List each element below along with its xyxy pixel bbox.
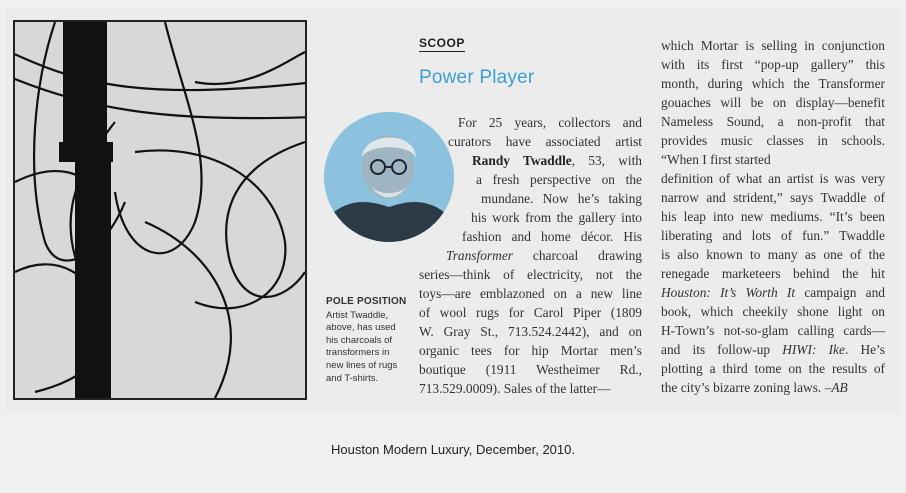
text-line [661, 359, 885, 378]
text-segment: and its follow-up [661, 342, 783, 357]
text-line [661, 150, 885, 169]
caption-line: his charcoals of [326, 334, 393, 346]
pole-photo [13, 20, 307, 400]
text-segment: his leap into new mediums. “It’s been [661, 209, 885, 224]
caption-line: transformers in [326, 347, 390, 359]
text-segment: boutique (1911 Westheimer Rd., [419, 362, 642, 377]
text-line [661, 378, 885, 397]
text-segment: a fresh perspective on the [476, 172, 642, 187]
text-segment: the city’s bizarre zoning laws. – [661, 380, 832, 395]
text-line [419, 379, 642, 398]
emphasis-italic: AB [831, 380, 848, 395]
text-segment: renegade marketeers behind the hit [661, 266, 885, 281]
text-segment: . He’s [844, 342, 885, 357]
text-line [661, 264, 885, 283]
text-segment: gouaches will be on display—benefit [661, 95, 885, 110]
caption-line: new lines of rugs [326, 359, 398, 371]
text-line [661, 93, 885, 112]
text-line [446, 246, 642, 265]
emphasis-italic: Transformer [446, 248, 513, 263]
text-line [471, 208, 642, 227]
text-segment: his work from the gallery into [471, 210, 642, 225]
text-segment: plotting a third tome on the results of [661, 361, 885, 376]
text-line [661, 131, 885, 150]
text-segment: charcoal drawing [512, 248, 642, 263]
emphasis-bold: Randy Twaddle [472, 153, 572, 168]
text-segment: fashion and home décor. His [462, 229, 642, 244]
source-credit: Houston Modern Luxury, December, 2010. [330, 442, 575, 457]
section-kicker: SCOOP [419, 36, 465, 50]
text-segment: campaign and [795, 285, 885, 300]
photo-caption [326, 296, 416, 385]
text-line [419, 341, 642, 360]
text-line [458, 113, 642, 132]
text-segment: definition of what an artist is was very [661, 171, 885, 186]
text-line [661, 340, 885, 359]
magazine-page [6, 8, 900, 413]
text-line [419, 284, 642, 303]
text-line [481, 189, 642, 208]
text-line [476, 170, 642, 189]
text-segment: Nameless Sound, a non-profit that [661, 114, 885, 129]
text-line [661, 36, 885, 55]
text-segment: organic tees for hip Mortar men’s [419, 343, 642, 358]
text-segment: with its first “pop-up gallery” this [661, 57, 885, 72]
article-headline: Power Player [419, 67, 535, 88]
text-line [661, 245, 885, 264]
text-segment: For 25 years, collectors and [458, 115, 642, 130]
artist-portrait [324, 112, 454, 242]
text-segment: 713.529.0009). Sales of the latter— [419, 381, 611, 396]
text-segment: provides music classes in schools. [661, 133, 885, 148]
text-line [419, 265, 642, 284]
text-line [419, 360, 642, 379]
text-line [448, 132, 642, 151]
text-line [661, 55, 885, 74]
text-line [419, 303, 642, 322]
text-line [661, 302, 885, 321]
caption-line: Artist Twaddle, [326, 309, 389, 321]
text-line [661, 188, 885, 207]
text-segment: month, during which the Transformer [661, 76, 885, 91]
text-segment: curators have associated artist [448, 134, 642, 149]
emphasis-italic: Houston: It’s Worth It [661, 285, 796, 300]
text-segment: H-Town’s not-so-glam calling cards— [661, 323, 885, 338]
text-segment: mundane. Now he’s taking [481, 191, 642, 206]
emphasis-italic: HIWI: Ike [782, 342, 845, 357]
text-line [661, 112, 885, 131]
utility-pole-image [15, 22, 305, 398]
text-segment: toys—are emblazoned on a new line [419, 286, 642, 301]
text-line [661, 74, 885, 93]
text-line [661, 169, 885, 188]
text-segment: “When I first started [661, 152, 771, 167]
text-line [462, 227, 642, 246]
text-line [661, 226, 885, 245]
portrait-image [324, 112, 454, 242]
text-line [661, 207, 885, 226]
text-segment: which Mortar is selling in conjunction [661, 38, 885, 53]
text-segment: liberating and lots of fun.” Twaddle [661, 228, 885, 243]
text-segment: book, which cheekily shone light on [661, 304, 885, 319]
text-segment: narrow and strident,” says Twaddle of [661, 190, 885, 205]
text-line [419, 322, 642, 341]
text-segment: series—think of electricity, not the [419, 267, 642, 282]
text-segment: of wool rugs for Carol Piper (1809 [419, 305, 642, 320]
text-line [661, 321, 885, 340]
text-segment: W. Gray St., 713.524.2442), and on [419, 324, 642, 339]
text-line [472, 151, 642, 170]
text-segment: , 53, with [571, 153, 642, 168]
text-line [661, 283, 885, 302]
caption-title: POLE POSITION [326, 296, 407, 307]
caption-line: above, has used [326, 322, 396, 334]
text-segment: is also known to many as one of the [661, 247, 885, 262]
caption-line: and T-shirts. [326, 372, 379, 384]
